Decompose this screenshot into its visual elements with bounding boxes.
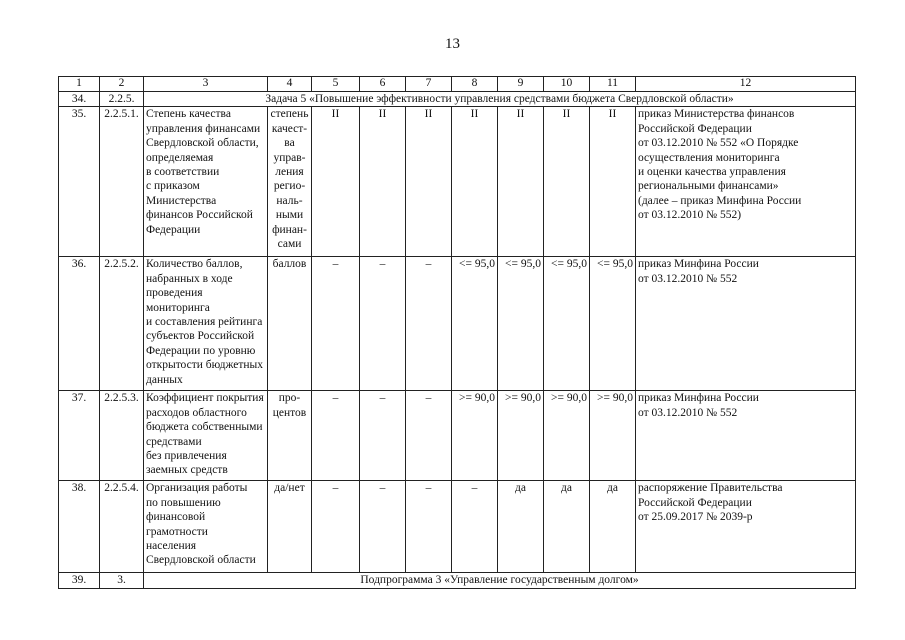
- value-cell: да: [590, 481, 636, 573]
- value-cell: >= 90,0: [498, 391, 544, 481]
- source-document: приказ Минфина России от 03.12.2010 № 552: [636, 257, 856, 391]
- indicator-unit: баллов: [268, 257, 312, 391]
- indicator-name: Степень качества управления финансами Свердловской области, определяемая в соответствии с приказом Министерства финансов Российской Федерации: [144, 107, 268, 257]
- row-code: 2.2.5.2.: [100, 257, 144, 391]
- column-header: 3: [144, 77, 268, 92]
- value-cell: II: [360, 107, 406, 257]
- row-number: 35.: [59, 107, 100, 257]
- value-cell: –: [406, 391, 452, 481]
- value-cell: II: [544, 107, 590, 257]
- column-header: 6: [360, 77, 406, 92]
- value-cell: –: [360, 481, 406, 573]
- source-document: приказ Министерства финансов Российской Федерации от 03.12.2010 № 552 «О Порядке осуществления мониторинга и оценки качества управления региональными финансами» (далее – приказ Минфина России от 03.12.2010 № 552): [636, 107, 856, 257]
- table-row: [59, 107, 856, 257]
- value-cell: <= 95,0: [544, 257, 590, 391]
- value-cell: –: [312, 257, 360, 391]
- row-number: 34.: [59, 92, 100, 107]
- row-code: 2.2.5.: [100, 92, 144, 107]
- row-code: 2.2.5.4.: [100, 481, 144, 573]
- indicator-name: Количество баллов, набранных в ходе проведения мониторинга и составления рейтинга субъектов Российской Федерации по уровню открытости бюджетных данных: [144, 257, 268, 391]
- indicator-unit: про- центов: [268, 391, 312, 481]
- value-cell: II: [312, 107, 360, 257]
- value-cell: II: [590, 107, 636, 257]
- value-cell: >= 90,0: [544, 391, 590, 481]
- value-cell: >= 90,0: [452, 391, 498, 481]
- value-cell: –: [360, 391, 406, 481]
- value-cell: II: [452, 107, 498, 257]
- column-header: 7: [406, 77, 452, 92]
- subprogram-row: [59, 573, 856, 588]
- column-header: 5: [312, 77, 360, 92]
- column-header: 2: [100, 77, 144, 92]
- source-document: распоряжение Правительства Российской Федерации от 25.09.2017 № 2039-р: [636, 481, 856, 573]
- indicator-name: Коэффициент покрытия расходов областного бюджета собственными средствами без привлечения заемных средств: [144, 391, 268, 481]
- value-cell: <= 95,0: [590, 257, 636, 391]
- value-cell: да: [544, 481, 590, 573]
- row-code: 2.2.5.1.: [100, 107, 144, 257]
- value-cell: <= 95,0: [498, 257, 544, 391]
- row-number: 38.: [59, 481, 100, 573]
- row-code: 2.2.5.3.: [100, 391, 144, 481]
- column-number-row: [59, 77, 856, 92]
- subprogram-title: Подпрограмма 3 «Управление государственным долгом»: [144, 573, 856, 588]
- indicator-unit: да/нет: [268, 481, 312, 573]
- value-cell: II: [498, 107, 544, 257]
- task-row: [59, 92, 856, 107]
- table-row: [59, 391, 856, 481]
- value-cell: –: [312, 391, 360, 481]
- row-number: 37.: [59, 391, 100, 481]
- column-header: 12: [636, 77, 856, 92]
- value-cell: –: [406, 257, 452, 391]
- value-cell: II: [406, 107, 452, 257]
- column-header: 4: [268, 77, 312, 92]
- task-title: Задача 5 «Повышение эффективности управления средствами бюджета Свердловской области»: [144, 92, 856, 107]
- column-header: 8: [452, 77, 498, 92]
- table-row: [59, 257, 856, 391]
- row-number: 36.: [59, 257, 100, 391]
- value-cell: да: [498, 481, 544, 573]
- indicator-unit: степень качест- ва управ- ления регио- наль- ными финан- сами: [268, 107, 312, 257]
- table-row: [59, 481, 856, 573]
- value-cell: >= 90,0: [590, 391, 636, 481]
- row-number: 39.: [59, 573, 100, 588]
- page-number: 13: [445, 36, 460, 52]
- source-document: приказ Минфина России от 03.12.2010 № 552: [636, 391, 856, 481]
- column-header: 9: [498, 77, 544, 92]
- indicator-name: Организация работы по повышению финансовой грамотности населения Свердловской области: [144, 481, 268, 573]
- column-header: 1: [59, 77, 100, 92]
- value-cell: –: [360, 257, 406, 391]
- indicators-table: [58, 76, 856, 589]
- column-header: 11: [590, 77, 636, 92]
- value-cell: –: [312, 481, 360, 573]
- value-cell: –: [406, 481, 452, 573]
- column-header: 10: [544, 77, 590, 92]
- row-code: 3.: [100, 573, 144, 588]
- value-cell: <= 95,0: [452, 257, 498, 391]
- value-cell: –: [452, 481, 498, 573]
